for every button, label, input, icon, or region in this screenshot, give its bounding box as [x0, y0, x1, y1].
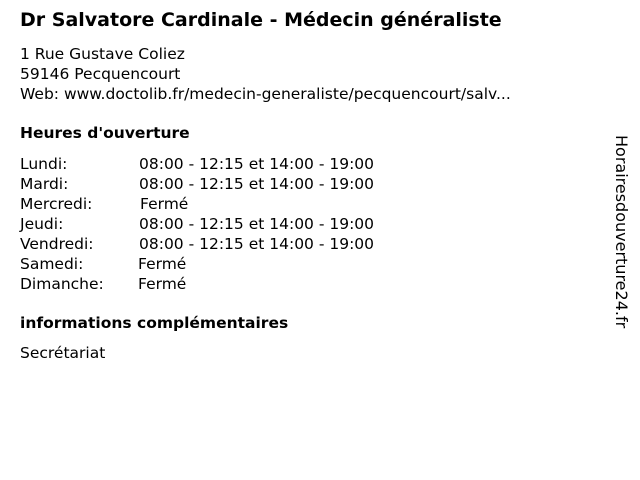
day-label: Lundi:	[20, 155, 68, 173]
hours-value: 08:00 - 12:15 et 14:00 - 19:00	[139, 175, 375, 193]
address-web[interactable]: Web: www.doctolib.fr/medecin-generaliste/pecquencourt/salv...	[20, 85, 511, 103]
hours-value: 08:00 - 12:15 et 14:00 - 19:00	[139, 155, 375, 173]
address-street: 1 Rue Gustave Coliez	[20, 45, 185, 63]
address-city: 59146 Pecquencourt	[20, 65, 181, 83]
hours-value: 08:00 - 12:15 et 14:00 - 19:00	[139, 215, 375, 233]
day-label: Jeudi:	[20, 215, 64, 233]
day-label: Vendredi:	[20, 235, 94, 253]
hours-value: Fermé	[138, 275, 187, 293]
info-text: Secrétariat	[20, 344, 106, 362]
day-label: Mercredi:	[20, 195, 93, 213]
hours-heading: Heures d'ouverture	[20, 124, 190, 142]
hours-value: Fermé	[138, 255, 187, 273]
day-label: Samedi:	[20, 255, 84, 273]
site-watermark: Horairesdouverture24.fr	[612, 135, 631, 329]
day-label: Dimanche:	[20, 275, 104, 293]
page-title: Dr Salvatore Cardinale - Médecin généraliste	[20, 9, 502, 31]
info-heading: informations complémentaires	[20, 314, 289, 332]
hours-value: Fermé	[140, 195, 189, 213]
day-label: Mardi:	[20, 175, 69, 193]
address-block	[20, 44, 511, 104]
hours-value: 08:00 - 12:15 et 14:00 - 19:00	[139, 235, 375, 253]
